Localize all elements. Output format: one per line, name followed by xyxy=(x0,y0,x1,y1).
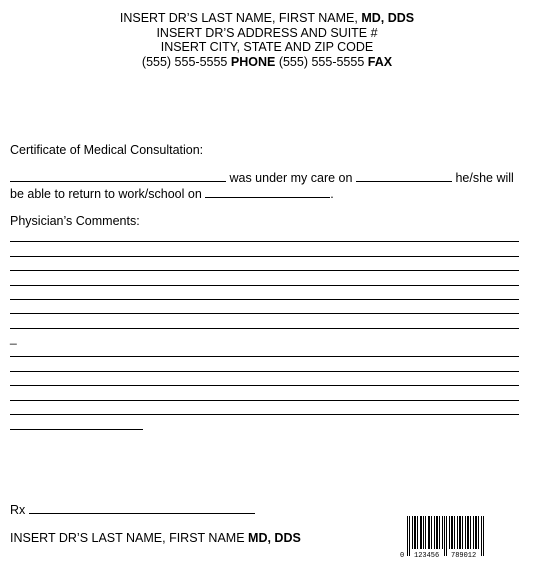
comment-line[interactable] xyxy=(10,414,519,415)
barcode-digit-left: 0 xyxy=(400,552,405,560)
comment-line[interactable] xyxy=(10,285,519,286)
barcode-digits-group1: 123456 xyxy=(414,552,440,560)
doctor-credentials: MD, DDS xyxy=(361,11,415,25)
barcode-icon xyxy=(398,516,498,560)
comment-line[interactable] xyxy=(10,356,519,357)
rx-line xyxy=(10,502,255,518)
comment-line[interactable] xyxy=(10,313,519,314)
address-line: INSERT DR’S ADDRESS AND SUITE # xyxy=(156,25,378,40)
comment-line[interactable] xyxy=(10,241,519,242)
comment-line[interactable] xyxy=(10,270,519,271)
care-date-field[interactable] xyxy=(356,170,452,182)
phone-fax-line: (555) 555-5555 PHONE (555) 555-5555 FAX xyxy=(141,54,393,69)
doctor-name-line: INSERT DR’S LAST NAME, FIRST NAME, MD, DDS xyxy=(119,11,415,25)
patient-name-field[interactable] xyxy=(10,170,226,182)
certificate-title: Certificate of Medical Consultation: xyxy=(10,143,204,157)
return-date-field[interactable] xyxy=(205,186,330,198)
comment-line[interactable] xyxy=(10,256,519,257)
under-care-line: was under my care on he/she will xyxy=(10,170,514,186)
comment-line[interactable] xyxy=(10,328,519,329)
city-state-zip-line: INSERT CITY, STATE AND ZIP CODE xyxy=(160,40,374,54)
comment-line[interactable] xyxy=(10,299,519,300)
rx-field[interactable] xyxy=(29,502,255,514)
comment-line[interactable] xyxy=(10,400,519,401)
comments-label: Physician’s Comments: xyxy=(10,214,140,228)
comment-line[interactable] xyxy=(10,385,519,386)
signature-name: INSERT DR’S LAST NAME, FIRST NAME MD, DDS xyxy=(10,531,301,545)
rx-label: Rx xyxy=(10,503,26,517)
comment-line[interactable] xyxy=(10,371,519,372)
return-line: be able to return to work/school on . xyxy=(10,187,334,201)
stray-underscore: _ xyxy=(10,331,17,345)
barcode-digits-group2: 789012 xyxy=(451,552,477,560)
letterhead xyxy=(0,11,534,69)
comment-line-short[interactable] xyxy=(10,429,143,430)
